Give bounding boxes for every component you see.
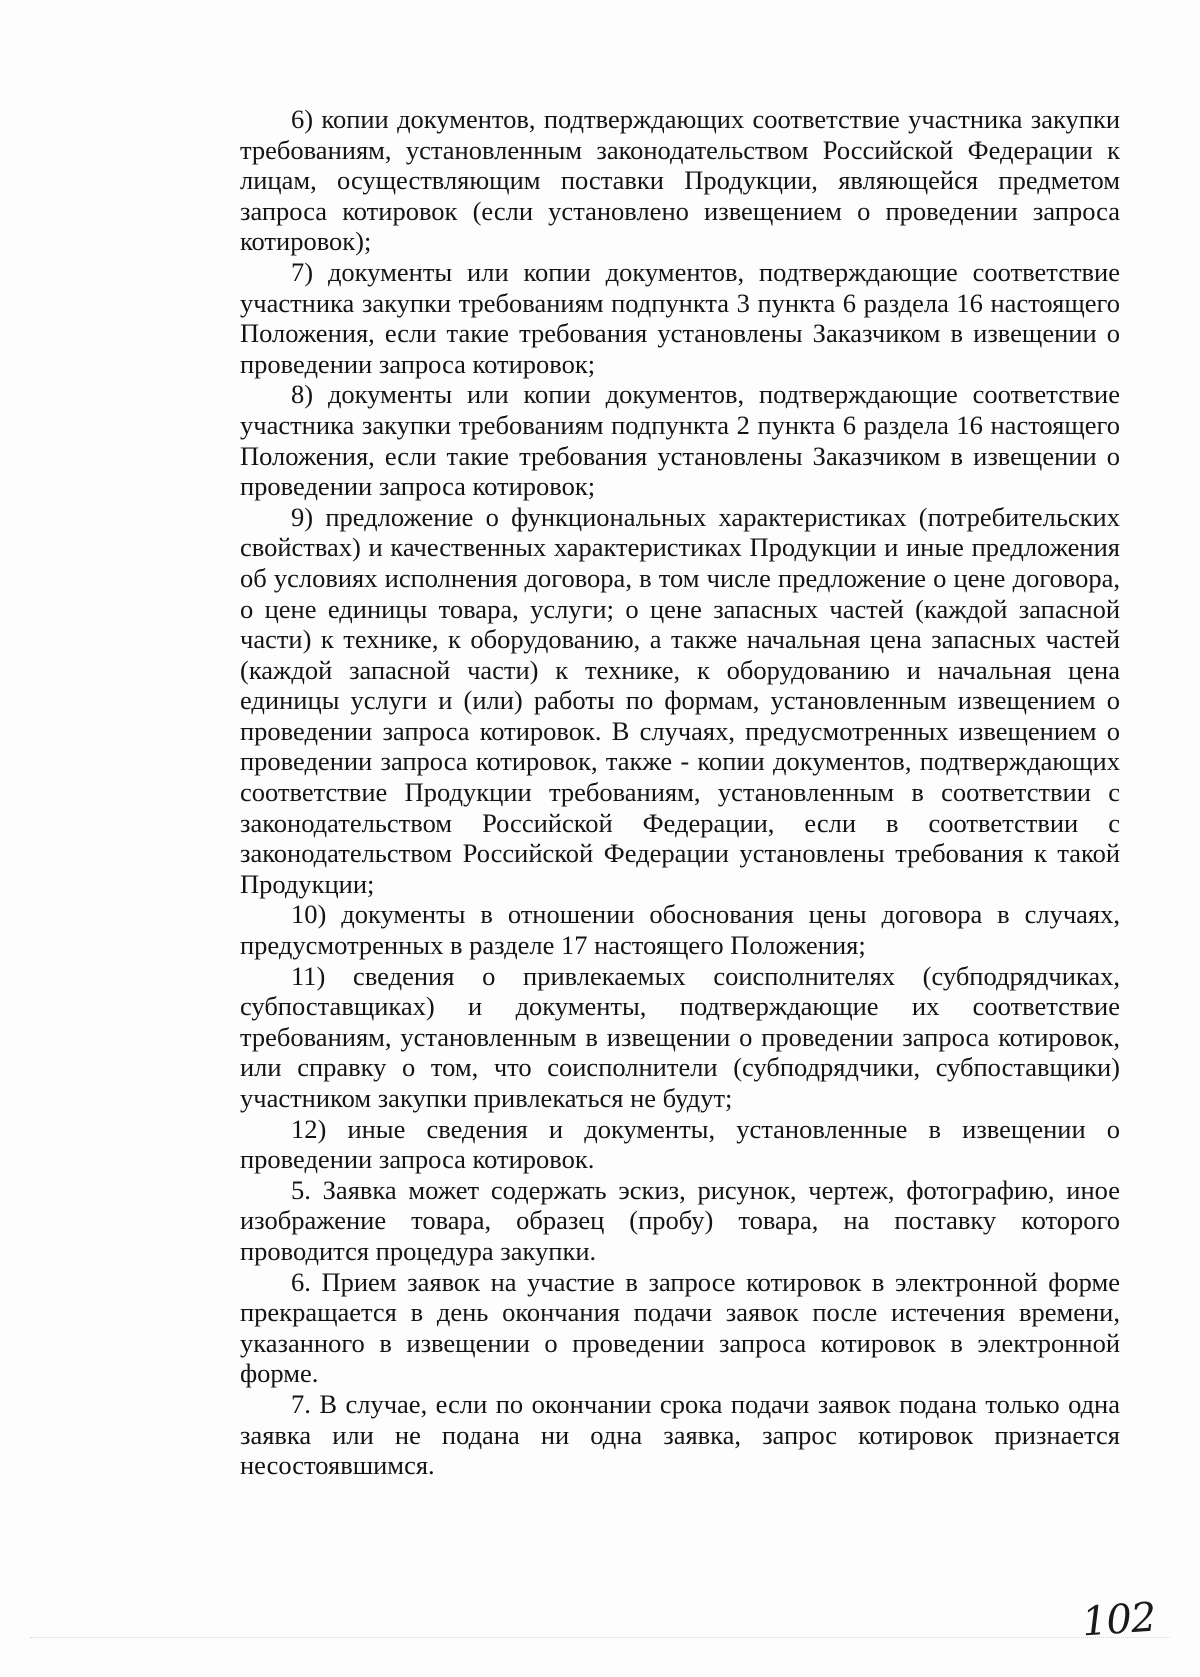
paragraph-point-5: 5. Заявка может содержать эскиз, рисунок, чертеж, фотографию, иное изображение товара, образец (пробу) товара, на поставку которого проводится процедура закупки. [240,1174,1120,1266]
paragraph-item-10: 10) документы в отношении обоснования цены договора в случаях, предусмотренных в разделе 17 настоящего Положения; [240,899,1120,961]
scan-dotted-line [30,1637,1170,1638]
paragraph-item-7: 7) документы или копии документов, подтверждающие соответствие участника закупки требованиям подпункта 3 пункта 6 раздела 16 настоящего Положения, если такие требования установлены Заказчиком в извещении о проведении запроса котировок; [240,256,1120,379]
paragraph-point-6: 6. Прием заявок на участие в запросе котировок в электронной форме прекращается в день окончания подачи заявок после истечения времени, указанного в извещении о проведении запроса котировок в электронной форме. [240,1266,1120,1389]
document-body [240,104,1120,1481]
paragraph-item-8: 8) документы или копии документов, подтверждающие соответствие участника закупки требованиям подпункта 2 пункта 6 раздела 16 настоящего Положения, если такие требования установлены Заказчиком в извещении о проведении запроса котировок; [240,379,1120,502]
paragraph-item-12: 12) иные сведения и документы, установленные в извещении о проведении запроса котировок. [240,1113,1120,1175]
paragraph-item-11: 11) сведения о привлекаемых соисполнителях (субподрядчиках, субпоставщиках) и документы, подтверждающие их соответствие требованиям, установленным в извещении о проведении запроса котировок, или справку о том, что соисполнители (субподрядчики, субпоставщики) участником закупки привлекаться не будут; [240,960,1120,1113]
paragraph-item-9: 9) предложение о функциональных характеристиках (потребительских свойствах) и качественных характеристиках Продукции и иные предложения об условиях исполнения договора, в том числе предложение о цене договора, о цене единицы товара, услуги; о цене запасных частей (каждой запасной части) к технике, к оборудованию, а также начальная цена запасных частей (каждой запасной части) к технике, к оборудованию и начальная цена единицы услуги и (или) работы по формам, установленным извещением о проведении запроса котировок. В случаях, предусмотренных извещением о проведении запроса котировок, также - копии документов, подтверждающих соответствие Продукции требованиям, установленным в соответствии с законодательством Российской Федерации, если в соответствии с законодательством Российской Федерации установлены требования к такой Продукции; [240,501,1120,899]
handwritten-page-number: 102 [1080,1594,1157,1646]
paragraph-item-6: 6) копии документов, подтверждающих соответствие участника закупки требованиям, установленным законодательством Российской Федерации к лицам, осуществляющим поставки Продукции, являющейся предметом запроса котировок (если установлено извещением о проведении запроса котировок); [240,104,1120,257]
paragraph-point-7: 7. В случае, если по окончании срока подачи заявок подана только одна заявка или не подана ни одна заявка, запрос котировок признается несостоявшимся. [240,1388,1120,1481]
